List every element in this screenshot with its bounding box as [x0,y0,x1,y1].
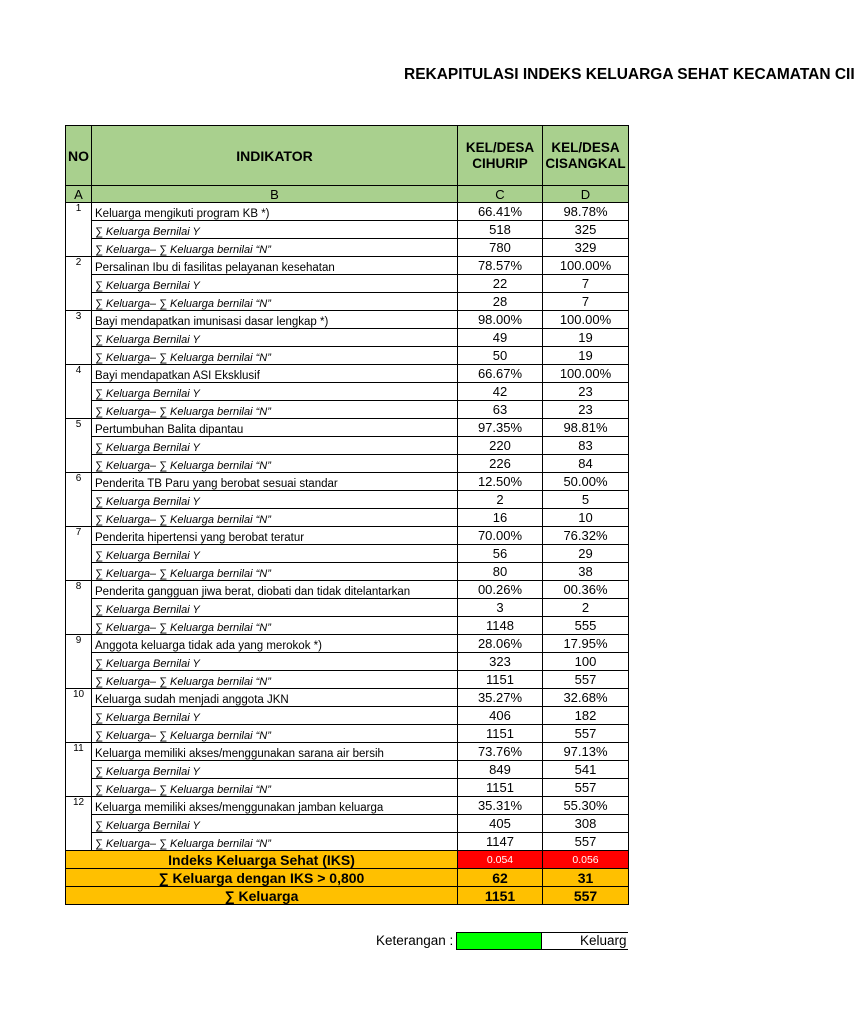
indicator-label: Penderita TB Paru yang berobat sesuai standar [92,473,458,491]
sum-n-label: ∑ Keluarga– ∑ Keluarga bernilai “N” [92,617,458,635]
value-cihurip: 35.27% [458,689,543,707]
iks-cihurip: 0.054 [458,851,543,869]
header-cisangkal-line2: CISANGKAL [545,155,626,171]
sum-n-row [66,401,629,419]
value-cisangkal: 23 [543,383,629,401]
indicator-number: 7 [66,527,92,581]
value-cihurip: 42 [458,383,543,401]
value-cisangkal: 100 [543,653,629,671]
value-cihurip: 28 [458,293,543,311]
indicator-label: Keluarga mengikuti program KB *) [92,203,458,221]
iks-healthy-cisangkal: 31 [543,869,629,887]
indicator-row [66,743,629,761]
value-cisangkal: 182 [543,707,629,725]
value-cisangkal: 7 [543,293,629,311]
value-cisangkal: 557 [543,833,629,851]
value-cihurip: 66.41% [458,203,543,221]
value-cihurip: 70.00% [458,527,543,545]
indicator-number: 5 [66,419,92,473]
value-cisangkal: 5 [543,491,629,509]
legend-text: Keluarg [580,933,627,948]
value-cihurip: 323 [458,653,543,671]
value-cihurip: 22 [458,275,543,293]
value-cihurip: 12.50% [458,473,543,491]
value-cihurip: 3 [458,599,543,617]
legend-green-swatch [456,932,542,950]
header-no: NO [66,126,92,186]
indicator-number: 9 [66,635,92,689]
sum-n-row [66,563,629,581]
value-cihurip: 405 [458,815,543,833]
value-cihurip: 98.00% [458,311,543,329]
total-row [66,887,629,905]
header-cisangkal [543,126,629,186]
value-cihurip: 1151 [458,725,543,743]
value-cisangkal: 19 [543,347,629,365]
value-cisangkal: 308 [543,815,629,833]
sum-n-label: ∑ Keluarga– ∑ Keluarga bernilai “N” [92,563,458,581]
report-title: REKAPITULASI INDEKS KELUARGA SEHAT KECAMATAN CII [404,66,855,83]
value-cisangkal: 38 [543,563,629,581]
value-cisangkal: 100.00% [543,311,629,329]
value-cisangkal: 32.68% [543,689,629,707]
value-cihurip: 220 [458,437,543,455]
indicator-label: Keluarga memiliki akses/menggunakan jamban keluarga [92,797,458,815]
value-cisangkal: 557 [543,779,629,797]
header-indikator: INDIKATOR [92,126,458,186]
sum-n-row [66,617,629,635]
total-label: ∑ Keluarga [66,887,458,905]
value-cihurip: 80 [458,563,543,581]
sum-y-label: ∑ Keluarga Bernilai Y [92,221,458,239]
indicator-number: 11 [66,743,92,797]
indicator-label: Penderita hipertensi yang berobat teratur [92,527,458,545]
sum-y-label: ∑ Keluarga Bernilai Y [92,491,458,509]
sum-n-row [66,725,629,743]
sum-y-label: ∑ Keluarga Bernilai Y [92,599,458,617]
value-cisangkal: 329 [543,239,629,257]
header-cihurip-line1: KEL/DESA [465,139,535,155]
sum-y-row [66,491,629,509]
value-cihurip: 780 [458,239,543,257]
total-cisangkal: 557 [543,887,629,905]
sum-n-row [66,347,629,365]
value-cihurip: 00.26% [458,581,543,599]
sum-y-row [66,383,629,401]
indicator-label: Keluarga sudah menjadi anggota JKN [92,689,458,707]
iks-healthy-cihurip: 62 [458,869,543,887]
indicator-row [66,203,629,221]
sum-n-label: ∑ Keluarga– ∑ Keluarga bernilai “N” [92,671,458,689]
indicator-label: Bayi mendapatkan ASI Eksklusif [92,365,458,383]
value-cisangkal: 98.78% [543,203,629,221]
value-cihurip: 78.57% [458,257,543,275]
value-cisangkal: 50.00% [543,473,629,491]
value-cihurip: 1151 [458,779,543,797]
sum-y-row [66,437,629,455]
value-cisangkal: 98.81% [543,419,629,437]
indicator-number: 4 [66,365,92,419]
sum-y-label: ∑ Keluarga Bernilai Y [92,545,458,563]
iks-row [66,851,629,869]
sum-n-row [66,293,629,311]
value-cihurip: 1151 [458,671,543,689]
sum-n-label: ∑ Keluarga– ∑ Keluarga bernilai “N” [92,779,458,797]
value-cisangkal: 17.95% [543,635,629,653]
value-cisangkal: 2 [543,599,629,617]
iks-cisangkal: 0.056 [543,851,629,869]
sum-n-label: ∑ Keluarga– ∑ Keluarga bernilai “N” [92,293,458,311]
iks-healthy-row [66,869,629,887]
value-cihurip: 518 [458,221,543,239]
sum-y-row [66,599,629,617]
sum-n-label: ∑ Keluarga– ∑ Keluarga bernilai “N” [92,347,458,365]
indicator-label: Bayi mendapatkan imunisasi dasar lengkap *) [92,311,458,329]
value-cihurip: 50 [458,347,543,365]
sum-y-label: ∑ Keluarga Bernilai Y [92,383,458,401]
value-cihurip: 97.35% [458,419,543,437]
indicator-row [66,365,629,383]
sum-n-row [66,779,629,797]
value-cisangkal: 10 [543,509,629,527]
value-cihurip: 49 [458,329,543,347]
value-cisangkal: 19 [543,329,629,347]
indicator-number: 1 [66,203,92,257]
sum-n-label: ∑ Keluarga– ∑ Keluarga bernilai “N” [92,833,458,851]
legend-text-cell [542,932,628,950]
value-cisangkal: 29 [543,545,629,563]
sum-n-label: ∑ Keluarga– ∑ Keluarga bernilai “N” [92,455,458,473]
sum-n-label: ∑ Keluarga– ∑ Keluarga bernilai “N” [92,401,458,419]
header-row [66,126,629,186]
letter-b: B [92,186,458,203]
indicator-number: 8 [66,581,92,635]
header-cihurip-line2: CIHURIP [472,155,528,171]
value-cihurip: 849 [458,761,543,779]
legend-label: Keterangan : [376,933,454,948]
column-letter-row [66,186,629,203]
value-cihurip: 226 [458,455,543,473]
value-cisangkal: 83 [543,437,629,455]
indicator-label: Penderita gangguan jiwa berat, diobati dan tidak ditelantarkan [92,581,458,599]
sum-y-row [66,275,629,293]
indicator-number: 10 [66,689,92,743]
value-cihurip: 63 [458,401,543,419]
indicator-number: 3 [66,311,92,365]
sum-n-row [66,455,629,473]
sum-n-label: ∑ Keluarga– ∑ Keluarga bernilai “N” [92,239,458,257]
value-cihurip: 1147 [458,833,543,851]
value-cihurip: 406 [458,707,543,725]
iks-healthy-label: ∑ Keluarga dengan IKS > 0,800 [66,869,458,887]
sum-n-row [66,509,629,527]
value-cisangkal: 557 [543,671,629,689]
indicator-row [66,689,629,707]
sum-y-row [66,329,629,347]
indicator-number: 12 [66,797,92,851]
sum-y-row [66,653,629,671]
value-cisangkal: 76.32% [543,527,629,545]
indicator-row [66,527,629,545]
iks-table [65,125,629,905]
indicator-row [66,257,629,275]
sum-y-row [66,707,629,725]
indicator-row [66,473,629,491]
value-cisangkal: 100.00% [543,257,629,275]
sum-y-label: ∑ Keluarga Bernilai Y [92,329,458,347]
sum-y-label: ∑ Keluarga Bernilai Y [92,761,458,779]
indicator-row [66,419,629,437]
sum-n-row [66,239,629,257]
indicator-label: Keluarga memiliki akses/menggunakan sarana air bersih [92,743,458,761]
sum-y-row [66,221,629,239]
value-cihurip: 1148 [458,617,543,635]
sum-n-label: ∑ Keluarga– ∑ Keluarga bernilai “N” [92,509,458,527]
indicator-row [66,311,629,329]
sum-n-row [66,671,629,689]
sum-n-label: ∑ Keluarga– ∑ Keluarga bernilai “N” [92,725,458,743]
letter-d: D [543,186,629,203]
sum-y-row [66,761,629,779]
sum-y-row [66,545,629,563]
value-cisangkal: 555 [543,617,629,635]
header-cihurip [458,126,543,186]
value-cisangkal: 97.13% [543,743,629,761]
value-cihurip: 16 [458,509,543,527]
sum-y-label: ∑ Keluarga Bernilai Y [92,437,458,455]
value-cihurip: 73.76% [458,743,543,761]
value-cisangkal: 84 [543,455,629,473]
value-cisangkal: 557 [543,725,629,743]
indicator-number: 2 [66,257,92,311]
sum-y-label: ∑ Keluarga Bernilai Y [92,707,458,725]
indicator-label: Persalinan Ibu di fasilitas pelayanan kesehatan [92,257,458,275]
letter-c: C [458,186,543,203]
value-cisangkal: 100.00% [543,365,629,383]
letter-a: A [66,186,92,203]
value-cihurip: 56 [458,545,543,563]
indicator-row [66,797,629,815]
sum-y-label: ∑ Keluarga Bernilai Y [92,815,458,833]
value-cisangkal: 541 [543,761,629,779]
value-cihurip: 35.31% [458,797,543,815]
sum-y-label: ∑ Keluarga Bernilai Y [92,275,458,293]
sum-y-row [66,815,629,833]
total-cihurip: 1151 [458,887,543,905]
sum-n-row [66,833,629,851]
sum-y-label: ∑ Keluarga Bernilai Y [92,653,458,671]
value-cisangkal: 55.30% [543,797,629,815]
indicator-label: Pertumbuhan Balita dipantau [92,419,458,437]
indicator-label: Anggota keluarga tidak ada yang merokok *) [92,635,458,653]
indicator-number: 6 [66,473,92,527]
iks-label: Indeks Keluarga Sehat (IKS) [66,851,458,869]
value-cihurip: 2 [458,491,543,509]
value-cihurip: 66.67% [458,365,543,383]
value-cisangkal: 00.36% [543,581,629,599]
indicator-row [66,635,629,653]
value-cisangkal: 7 [543,275,629,293]
value-cihurip: 28.06% [458,635,543,653]
indicator-row [66,581,629,599]
value-cisangkal: 23 [543,401,629,419]
header-cisangkal-line1: KEL/DESA [551,139,620,155]
value-cisangkal: 325 [543,221,629,239]
